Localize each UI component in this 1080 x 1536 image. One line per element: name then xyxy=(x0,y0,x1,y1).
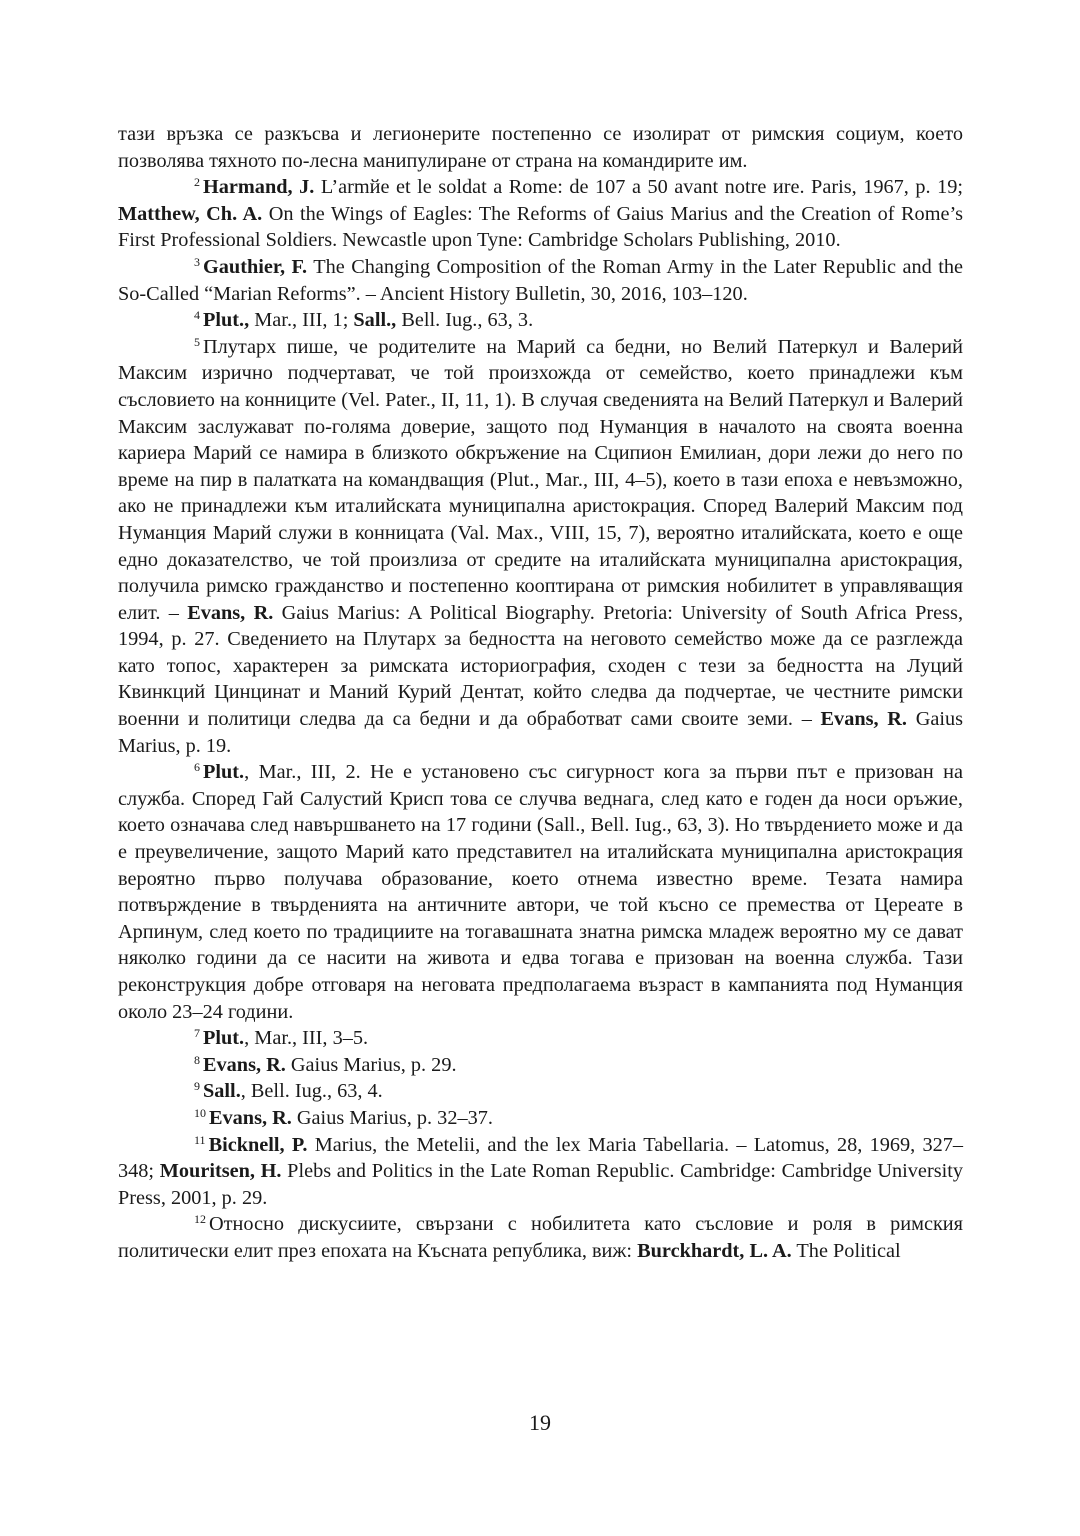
footnote-text: The Political xyxy=(791,1239,901,1262)
footnote-number: 8 xyxy=(194,1052,200,1067)
footnote-number: 11 xyxy=(194,1132,206,1147)
footnote-text: Marius, the Metelii, and the lex Maria Tabellaria. – Latomus, 28, 1969, 327–348; xyxy=(118,1133,964,1183)
author-name: Matthew, Ch. A. xyxy=(118,202,263,225)
footnote-text: , Bell. Iug., 63, 4. xyxy=(240,1080,383,1103)
footnote-4 xyxy=(118,307,963,334)
footnote-2 xyxy=(118,174,963,254)
footnote-number: 3 xyxy=(194,254,200,269)
page-body xyxy=(118,121,963,1265)
footnote-number: 9 xyxy=(194,1079,200,1094)
author-name: Sall., xyxy=(353,309,397,332)
footnote-text: , Mar., III, 2. Не е установено със сигурност кога за първи път е призован на служба. Според Гай Салустий Крисп това се случва веднага, след като е годен да носи оръжие, което означава след навършването на 17 години (Sall., Bell. Iug., 63, 3). Но твърдението може и да е преувеличение, защото Марий като представител на италийската муниципална аристокрация вероятно първо получава образование, което отнема известно време. Тезата намира потвърждение в твърденията на античните автори, че той късно се премества от Цереате в Арпинум, след което по традициите на тогавашната знатна римска младеж вероятно му се дават няколко години да се насити на живота и едва тогава е призован на военна служба. Тази реконструкция добре отговаря на неговата предполагаема възраст в кампанията под Нуманция около 23–24 години. xyxy=(118,761,963,1023)
continuation-paragraph: тази връзка се разкъсва и легионерите постепенно се изолират от римския социум, което позволява тяхното по-лесна манипулиране от страна на командирите им. xyxy=(118,123,963,172)
author-name: Gauthier, F. xyxy=(203,255,308,278)
footnote-number: 12 xyxy=(194,1212,206,1227)
author-name: Bicknell, P. xyxy=(208,1133,308,1156)
footnote-3 xyxy=(118,254,963,307)
footnote-text: Gaius Marius: A Political Biography. Pretoria: University of South Africa Press, 1994, p. 27. Сведението на Плутарх за бедността на неговото семейство може да се разглежда като топос, характерен за римската историография, сходен с тези за бедността на Луций Квинкций Цинцинат и Маний Курий Дентат, който следва да подчертае, че честните римски военни и политици следва да са бедни и да обработват сами своите земи. – xyxy=(118,601,964,731)
footnote-number: 6 xyxy=(194,760,200,775)
author-name: Plut. xyxy=(203,1027,245,1050)
footnote-text: Gaius Marius, p. 29. xyxy=(285,1053,457,1076)
author-name: Mouritsen, H. xyxy=(159,1160,282,1183)
author-name: Evans, R. xyxy=(820,708,907,731)
footnote-9 xyxy=(118,1078,963,1105)
footnote-text: The Changing Composition of the Roman Army in the Later Republic and the So-Called “Marian Reforms”. – Ancient History Bulletin, 30, 2016, 103–120. xyxy=(118,255,963,305)
footnote-number: 7 xyxy=(194,1026,200,1041)
footnote-10 xyxy=(118,1105,963,1132)
footnote-number: 4 xyxy=(194,308,200,323)
footnote-text: Gaius Marius, p. 19. xyxy=(118,708,964,757)
author-name: Plut., xyxy=(203,309,250,332)
author-name: Burckhardt, L. A. xyxy=(637,1239,792,1262)
footnote-text: Плутарх пише, че родителите на Марий са бедни, но Велий Патеркул и Валерий Максим изрично подчертават, че той произхожда от семейство, което принадлежи към съсловието на конниците (Vel. Pater., II, 11, 1). В случая сведенията на Велий Патеркул и Валерий Максим заслужават по-голяма доверие, защото под Нуманция в началото на своята военна кариера Марий се намира в близкото обкръжение на Сципион Емилиан, дори лежи до него по време на пир в палатката на командващия (Plut., Mar., III, 4–5), което в тази епоха е невъзможно, ако не принадлежи към италийската муниципална аристокрация. Според Валерий Максим под Нуманция Марий служи в конницата (Val. Max., VIII, 15, 7), вероятно италийската, което е още едно доказателство, че той произлиза от средите на италийската муниципална аристокрация, получила римско гражданство и постепенно кооптирана от римския нобилитет в управляващия елит. – xyxy=(118,335,963,624)
footnote-6 xyxy=(118,759,963,1025)
author-name: Plut. xyxy=(203,761,245,784)
author-name: Sall. xyxy=(203,1080,241,1103)
author-name: Evans, R. xyxy=(187,601,274,624)
author-name: Evans, R. xyxy=(203,1053,286,1076)
footnote-number: 5 xyxy=(194,334,200,349)
footnote-7 xyxy=(118,1025,963,1052)
footnote-text: Plebs and Politics in the Late Roman Republic. Cambridge: Cambridge University Press, 2001, p. 29. xyxy=(118,1160,963,1209)
footnote-text: Bell. Iug., 63, 3. xyxy=(396,309,534,332)
footnote-number: 2 xyxy=(194,175,200,190)
page-number: 19 xyxy=(529,1410,551,1435)
footnote-5 xyxy=(118,334,963,760)
footnote-12 xyxy=(118,1211,963,1264)
footnote-8 xyxy=(118,1052,963,1079)
footnote-text: Mar., III, 1; xyxy=(249,309,354,332)
author-name: Harmand, J. xyxy=(203,176,315,199)
footnote-text: , Mar., III, 3–5. xyxy=(244,1027,369,1050)
footnote-text: Gaius Marius, p. 32–37. xyxy=(291,1106,493,1129)
footnote-text: Относно дискусиите, свързани с нобилитета като съсловие и роля в римския политически елит през епохата на Късната република, виж: xyxy=(118,1213,963,1262)
footnote-text: L’armйe et le soldat a Rome: de 107 a 50 avant notre иre. Paris, 1967, p. 19; xyxy=(314,176,963,199)
footnotes-list xyxy=(118,174,963,1264)
author-name: Evans, R. xyxy=(209,1106,292,1129)
footnote-number: 10 xyxy=(194,1105,206,1120)
footnote-text: On the Wings of Eagles: The Reforms of Gaius Marius and the Creation of Rome’s First Professional Soldiers. Newcastle upon Tyne: Cambridge Scholars Publishing, 2010. xyxy=(118,202,963,252)
footnote-11 xyxy=(118,1132,963,1212)
